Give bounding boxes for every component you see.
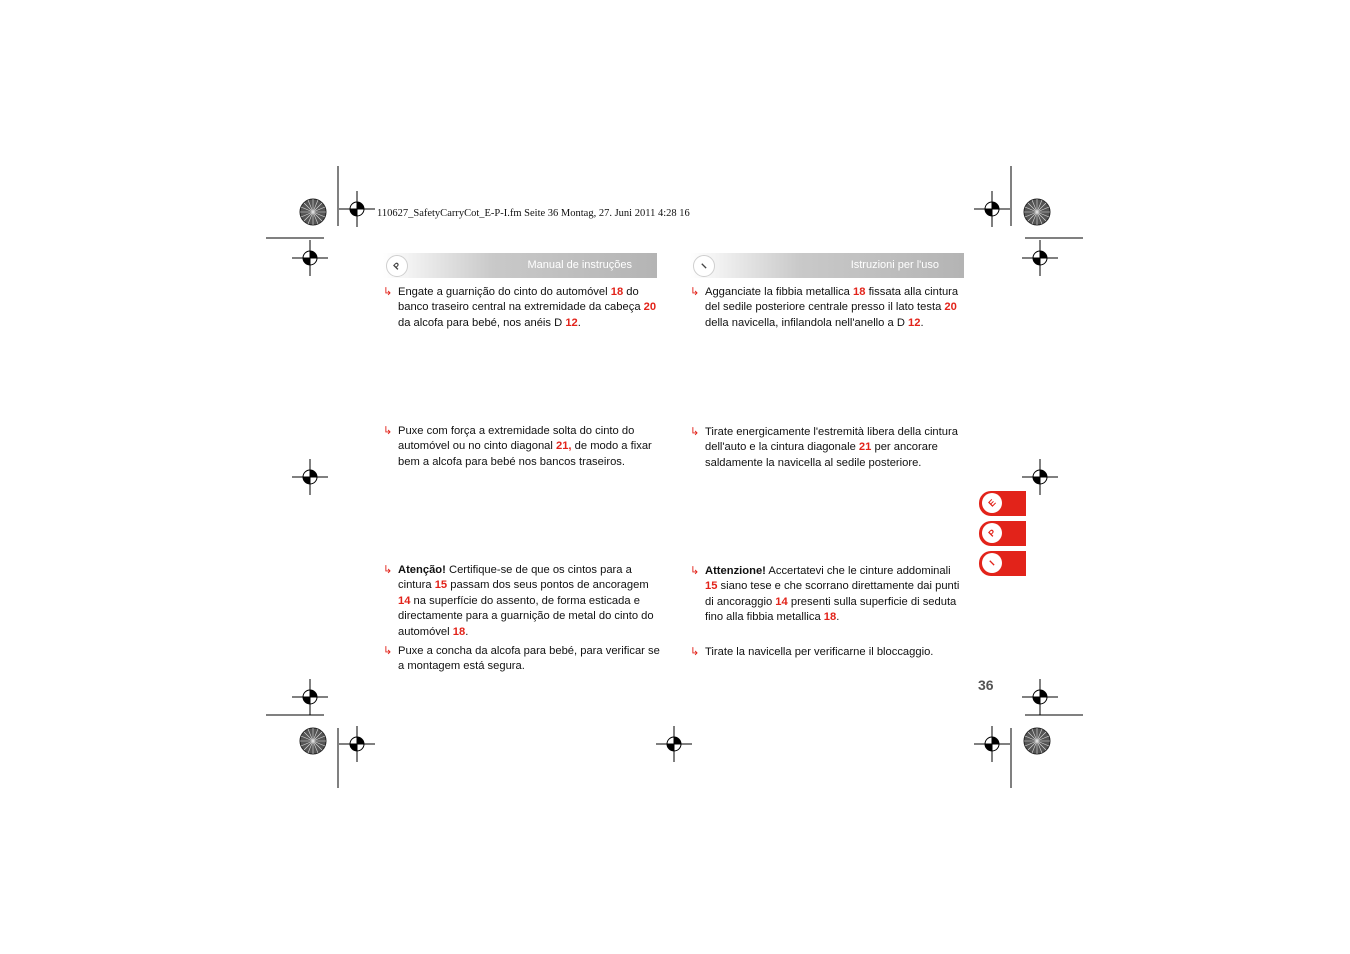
crosshair-icon <box>1022 459 1058 495</box>
star-target-icon <box>300 199 326 225</box>
arrow-bullet-icon: ↳ <box>690 286 700 298</box>
section-header-portuguese <box>383 253 657 278</box>
section-header-italian <box>690 253 964 278</box>
crosshair-icon <box>1022 679 1058 715</box>
star-target-icon <box>1024 728 1050 754</box>
language-badge: P <box>381 250 412 281</box>
arrow-bullet-icon: ↳ <box>383 645 393 657</box>
language-tab-i[interactable] <box>979 551 1026 576</box>
warning-paragraph: ↳ Attenzione! Accertatevi che le cinture addominali 15 siano tese e che scorrano direttamente dai punti di ancoraggio 14 presenti sulla superficie di seduta fino alla fibbia metallica 18. <box>690 565 960 624</box>
crosshair-icon <box>292 240 328 276</box>
language-tab-p[interactable] <box>979 521 1026 546</box>
arrow-bullet-icon: ↳ <box>383 286 393 298</box>
crosshair-icon <box>974 726 1010 762</box>
crosshair-icon <box>339 726 375 762</box>
instruction-paragraph: ↳ Puxe com força a extremidade solta do cinto do automóvel ou no cinto diagonal 21, de modo a fixar bem a alcofa para bebé nos bancos traseiros. <box>383 425 652 468</box>
tab-letter: I <box>978 549 1006 577</box>
page-number: 36 <box>978 677 994 693</box>
warning-paragraph: ↳ Atenção! Certifique-se de que os cintos para a cintura 15 passam dos seus pontos de ancoragem 14 na superfície do assento, de forma esticada e directamente para a guarnição de metal do cinto do automóvel 18. <box>383 564 654 638</box>
instruction-paragraph: ↳ Tirate la navicella per verificarne il bloccaggio. <box>705 645 963 660</box>
tab-letter: P <box>978 519 1006 547</box>
section-title: Manual de instruções <box>527 259 632 271</box>
crosshair-icon <box>292 459 328 495</box>
crosshair-icon <box>339 191 375 227</box>
language-tab-e[interactable] <box>979 491 1026 516</box>
instruction-paragraph: ↳ Agganciate la fibbia metallica 18 fissata alla cintura del sedile posteriore centrale presso il lato testa 20 della navicella, infilandola nell'anello a D 12. <box>690 286 959 329</box>
instruction-paragraph: ↳ Tirate energicamente l'estremità libera della cintura dell'auto e la cintura diagonale 21 per ancorare saldamente la navicella al sedile posteriore. <box>690 426 958 469</box>
instruction-paragraph: ↳ Puxe a concha da alcofa para bebé, para verificar se a montagem está segura. <box>383 645 660 673</box>
tab-letter: E <box>978 489 1006 517</box>
arrow-bullet-icon: ↳ <box>690 646 700 658</box>
crosshair-icon <box>974 191 1010 227</box>
crosshair-icon <box>1022 240 1058 276</box>
section-title: Istruzioni per l'uso <box>850 259 939 271</box>
crosshair-icon <box>292 679 328 715</box>
arrow-bullet-icon: ↳ <box>690 426 700 438</box>
star-target-icon <box>1024 199 1050 225</box>
crosshair-icon <box>656 726 692 762</box>
star-target-icon <box>300 728 326 754</box>
language-badge: I <box>688 250 719 281</box>
file-info-line: 110627_SafetyCarryCot_E-P-I.fm Seite 36 Montag, 27. Juni 2011 4:28 16 <box>377 208 690 219</box>
arrow-bullet-icon: ↳ <box>383 425 393 437</box>
arrow-bullet-icon: ↳ <box>690 565 700 577</box>
instruction-paragraph: ↳ Engate a guarnição do cinto do automóvel 18 do banco traseiro central na extremidade da cabeça 20 da alcofa para bebé, nos anéis D 12. <box>383 286 657 329</box>
arrow-bullet-icon: ↳ <box>383 564 393 576</box>
